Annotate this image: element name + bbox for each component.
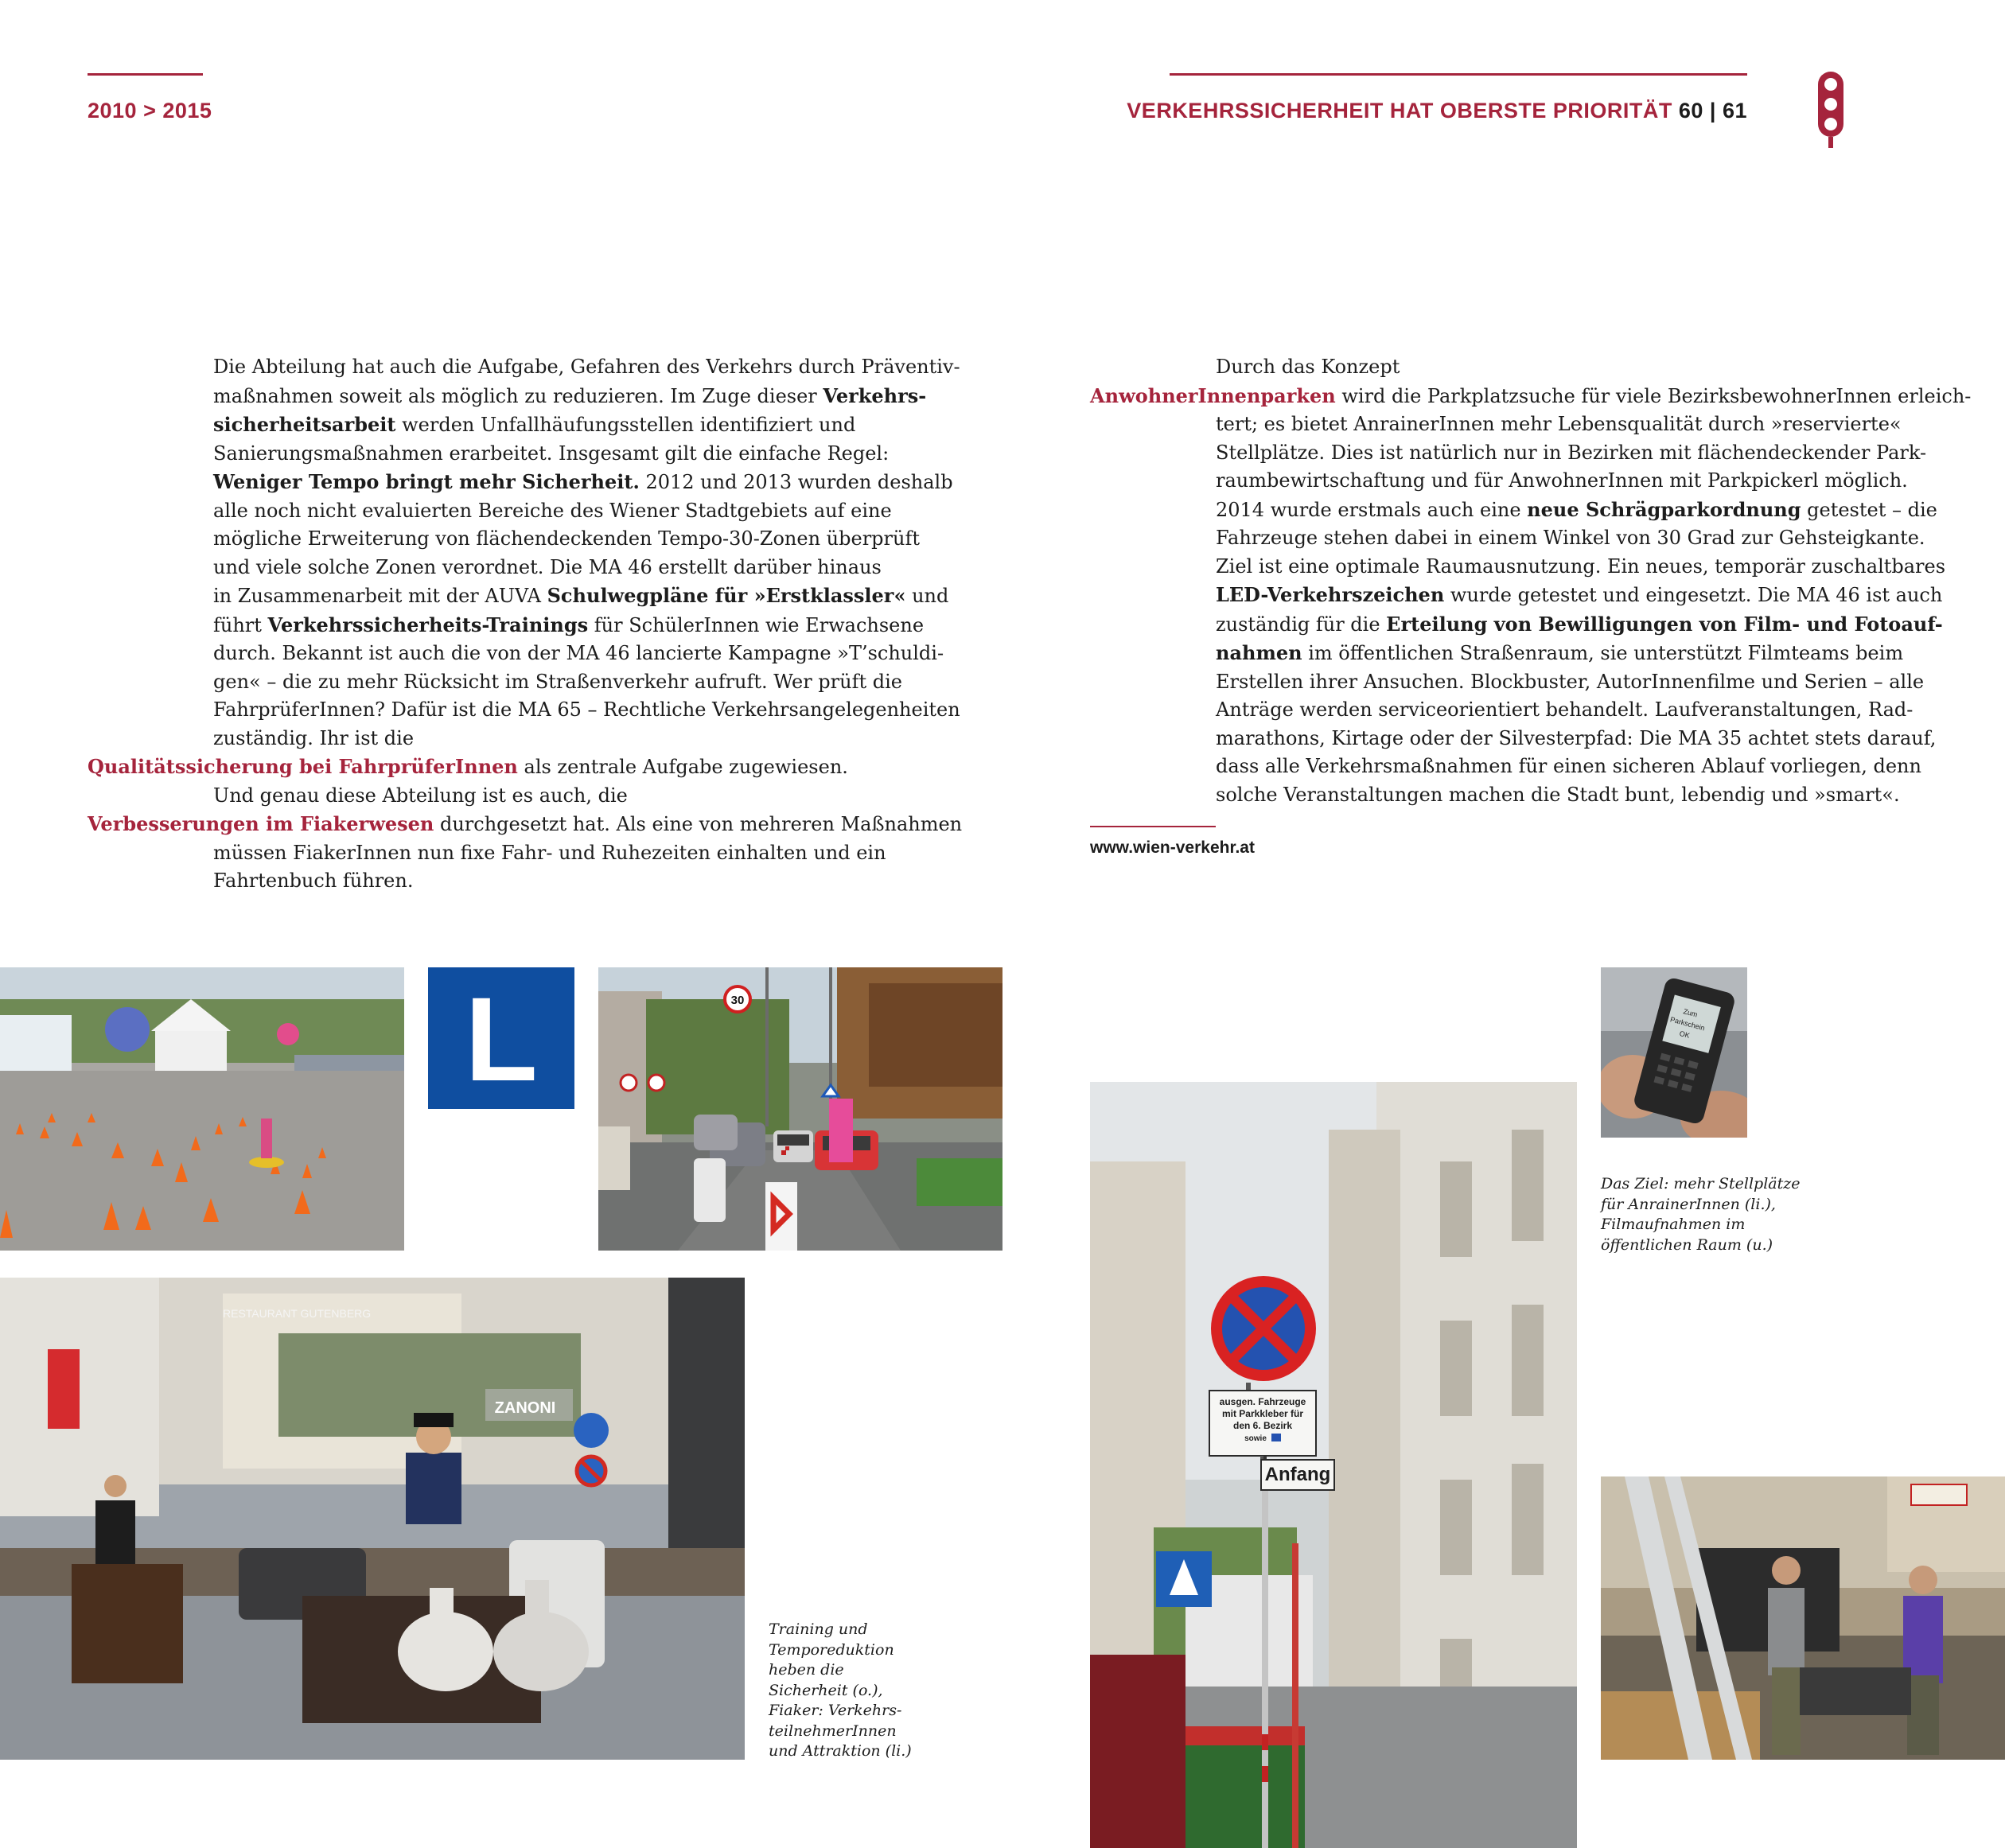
photo-resident-parking-sign bbox=[1090, 1082, 1577, 1848]
caption-right bbox=[1601, 1174, 1801, 1255]
header-year-range: 2010 > 2015 bbox=[88, 99, 212, 123]
caption-line: heben die bbox=[769, 1661, 844, 1679]
text-line: mögliche Erweiterung von flächendeckenden Tempo-30-Zonen überprüft bbox=[213, 527, 920, 550]
photo-film-crew bbox=[1601, 1476, 2005, 1760]
text-line: Stellplätze. Dies ist natürlich nur in Bezirken mit flächendeckender Park- bbox=[1216, 441, 1927, 464]
text-line: Anträge werden serviceorientiert behandelt. Laufveranstaltungen, Rad- bbox=[1216, 698, 1914, 721]
photo-tempo30-street bbox=[598, 967, 1002, 1251]
text-line: maßnahmen soweit als möglich zu reduzieren. Im Zuge dieser Verkehrs- bbox=[213, 383, 927, 407]
photo-fiaker-street bbox=[0, 1278, 745, 1760]
caption-line: Training und bbox=[769, 1620, 868, 1638]
caption-line: Filmaufnahmen im bbox=[1601, 1216, 1746, 1233]
text-line: alle noch nicht evaluierten Bereiche des Wiener Stadtgebiets auf eine bbox=[213, 499, 892, 522]
header-rule-left bbox=[88, 73, 203, 76]
zanoni-sign: ZANONI bbox=[494, 1399, 556, 1417]
text-line: durch. Bekannt ist auch die von der MA 46 lancierte Kampagne »T’schuldi- bbox=[213, 642, 944, 664]
text-line: 2014 wurde erstmals auch eine neue Schrägparkordnung getestet – die bbox=[1216, 497, 1937, 521]
text-line: Und genau diese Abteilung ist es auch, die bbox=[213, 784, 628, 807]
caption-line: öffentlichen Raum (u.) bbox=[1601, 1235, 1773, 1254]
text-line: zuständig. Ihr ist die bbox=[213, 726, 415, 749]
phone-screen-text: Zum bbox=[1682, 1007, 1699, 1019]
text-line-highlight: Verbesserungen im Fiakerwesen durchgesetzt hat. Als eine von mehreren Maßnahmen bbox=[88, 812, 963, 835]
text-line: FahrprüferInnen? Dafür ist die MA 65 – Rechtliche Verkehrsangelegenheiten bbox=[213, 698, 960, 721]
phone-screen-text: Parkschein bbox=[1669, 1015, 1706, 1033]
anfang-sign: Anfang bbox=[1260, 1459, 1335, 1491]
text-line: gen« – die zu mehr Rücksicht im Straßenverkehr aufruft. Wer prüft die bbox=[213, 670, 902, 693]
header-rule-right bbox=[1170, 73, 1747, 76]
text-line: solche Veranstaltungen machen die Stadt bunt, lebendig und »smart«. bbox=[1216, 783, 1900, 806]
photo-parking-phone bbox=[1601, 967, 1747, 1138]
l-sign-letter: L bbox=[465, 972, 538, 1106]
parking-sign-line: mit Parkkleber für bbox=[1221, 1408, 1304, 1419]
chapter-title: VERKEHRSSICHERHEIT HAT OBERSTE PRIORITÄT bbox=[1127, 99, 1672, 123]
restaurant-sign: RESTAURANT GUTENBERG bbox=[223, 1307, 372, 1320]
text-line: Die Abteilung hat auch die Aufgabe, Gefahren des Verkehrs durch Präventiv- bbox=[213, 356, 960, 378]
website-link[interactable]: www.wien-verkehr.at bbox=[1090, 838, 1255, 857]
text-line: Weniger Tempo bringt mehr Sicherheit. 2012 und 2013 wurden deshalb bbox=[213, 470, 953, 493]
phone-screen-text: OK bbox=[1678, 1029, 1691, 1040]
caption-line: für AnrainerInnen (li.), bbox=[1601, 1195, 1776, 1213]
text-line: nahmen im öffentlichen Straßenraum, sie unterstützt Filmteams beim bbox=[1216, 641, 1904, 664]
speed-sign-number: 30 bbox=[730, 994, 745, 1007]
caption-line: Temporeduktion bbox=[769, 1640, 894, 1659]
text-line-highlight: Qualitätssicherung bei FahrprüferInnen als zentrale Aufgabe zugewiesen. bbox=[88, 755, 848, 778]
text-line: Erstellen ihrer Ansuchen. Blockbuster, AutorInnenfilme und Serien – alle bbox=[1216, 670, 1925, 693]
text-line: dass alle Verkehrsmaßnahmen für einen sicheren Ablauf vorliegen, denn bbox=[1216, 755, 1921, 777]
right-column-text bbox=[1090, 353, 1972, 809]
traffic-light-icon bbox=[1816, 70, 1845, 148]
caption-line: Sicherheit (o.), bbox=[769, 1681, 883, 1699]
text-line: in Zusammenarbeit mit der AUVA Schulwegpläne für »Erstklassler« und bbox=[213, 584, 949, 607]
caption-line: Das Ziel: mehr Stellplätze bbox=[1601, 1175, 1801, 1192]
text-line: Fahrtenbuch führen. bbox=[213, 870, 414, 892]
caption-left bbox=[769, 1620, 912, 1762]
text-line: zuständig für die Erteilung von Bewilligungen von Film- und Fotoauf- bbox=[1216, 612, 1943, 636]
text-line: sicherheitsarbeit werden Unfallhäufungsstellen identifiziert und bbox=[213, 413, 856, 436]
text-line: führt Verkehrssicherheits-Trainings für SchülerInnen wie Erwachsene bbox=[213, 613, 925, 636]
caption-line: teilnehmerInnen bbox=[769, 1722, 897, 1740]
photo-traffic-training bbox=[0, 967, 404, 1251]
text-line: Sanierungsmaßnahmen erarbeitet. Insgesamt gilt die einfache Regel: bbox=[213, 442, 890, 465]
text-line: Ziel ist eine optimale Raumausnutzung. Ein neues, temporär zuschaltbares bbox=[1216, 554, 1946, 578]
caption-line: und Attraktion (li.) bbox=[769, 1742, 912, 1760]
text-line: und viele solche Zonen verordnet. Die MA 46 erstellt darüber hinaus bbox=[213, 555, 882, 578]
header-chapter-title bbox=[1127, 99, 1747, 123]
text-line: marathons, Kirtage oder der Silvesterpfad: Die MA 35 achtet stets darauf, bbox=[1216, 726, 1937, 749]
photo-learner-sign bbox=[428, 967, 574, 1109]
text-line: tert; es bietet AnrainerInnen mehr Lebensqualität durch »reservierte« bbox=[1216, 413, 1902, 435]
parking-sign-line: den 6. Bezirk bbox=[1232, 1420, 1293, 1431]
text-line: raumbewirtschaftung und für AnwohnerInnen mit Parkpickerl möglich. bbox=[1216, 469, 1908, 492]
parking-sign-line: sowie bbox=[1244, 1434, 1267, 1443]
page-numbers: 60 | 61 bbox=[1678, 99, 1747, 123]
text-line: Durch das Konzept bbox=[1216, 356, 1400, 378]
text-line: LED-Verkehrszeichen wurde getestet und eingesetzt. Die MA 46 ist auch bbox=[1216, 583, 1943, 606]
parking-sign-line: ausgen. Fahrzeuge bbox=[1219, 1396, 1306, 1407]
text-line-highlight: AnwohnerInnenparken wird die Parkplatzsuche für viele BezirksbewohnerInnen erleich- bbox=[1090, 383, 1972, 407]
left-column-text bbox=[88, 353, 963, 896]
text-line: Fahrzeuge stehen dabei in einem Winkel von 30 Grad zur Gehsteigkante. bbox=[1216, 527, 1925, 549]
caption-line: Fiaker: Verkehrs- bbox=[769, 1702, 902, 1719]
text-line: müssen FiakerInnen nun fixe Fahr- und Ruhezeiten einhalten und ein bbox=[213, 841, 886, 864]
link-rule bbox=[1090, 826, 1216, 827]
